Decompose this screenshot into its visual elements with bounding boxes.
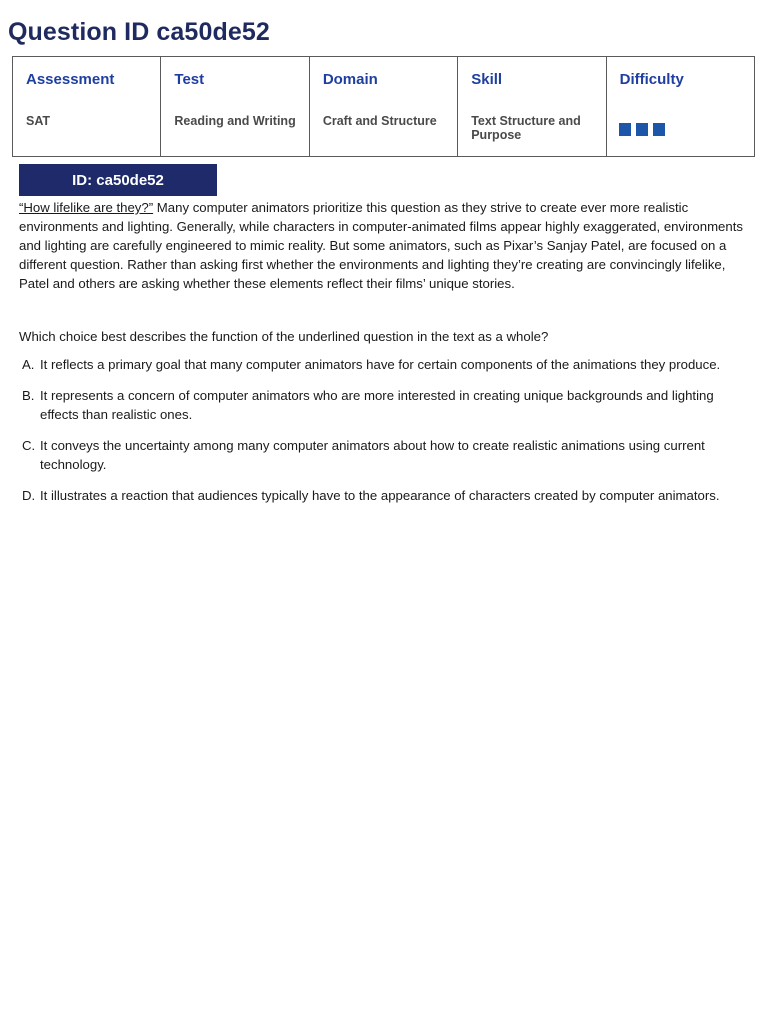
passage-body: Many computer animators prioritize this question as they strive to create ever more realistic environments and lighting. Generally, while characters in computer-animated films appear highly exaggerated, environments and lighting are carefully engineered to mimic reality. But some animators, such as Pixar’s Sanjay Patel, are focused on a different question. Rather than asking first whether the environments and lighting they’re creating are convincingly lifelike, Patel and others are asking whether these elements reflect their films’ unique stories. [19, 200, 743, 291]
choice-c[interactable] [19, 436, 739, 474]
difficulty-block [636, 123, 648, 136]
choice-letter: D. [22, 488, 36, 503]
meta-value-skill: Text Structure and Purpose [471, 114, 581, 142]
underlined-question: “How lifelike are they?” [19, 200, 154, 215]
difficulty-block [619, 123, 631, 136]
choice-letter: C. [22, 438, 36, 453]
answer-choices [19, 355, 739, 517]
choice-text: It conveys the uncertainty among many computer animators about how to create realistic animations using current technology. [40, 438, 705, 472]
meta-header-difficulty: Difficulty [619, 71, 684, 88]
choice-text: It reflects a primary goal that many computer animators have for certain components of the animations they produce. [40, 357, 721, 372]
choice-d[interactable] [19, 486, 739, 505]
difficulty-block [653, 123, 665, 136]
meta-value-domain: Craft and Structure [322, 114, 437, 128]
meta-header-domain: Domain [322, 71, 378, 88]
difficulty-indicator [619, 123, 665, 136]
meta-col-assessment [13, 57, 161, 156]
question-id-banner: ID: ca50de52 [19, 164, 217, 196]
choice-letter: B. [22, 388, 35, 403]
question-prompt: Which choice best describes the function of the underlined question in the text as a whole? [19, 329, 549, 344]
meta-col-test [161, 57, 309, 156]
choice-text: It represents a concern of computer animators who are more interested in creating unique backgrounds and lighting effects than realistic ones. [40, 388, 714, 422]
meta-header-assessment: Assessment [26, 71, 115, 88]
page-title: Question ID ca50de52 [8, 18, 270, 46]
meta-value-assessment: SAT [26, 114, 51, 128]
choice-b[interactable] [19, 386, 739, 424]
choice-letter: A. [22, 357, 35, 372]
meta-col-difficulty [607, 57, 754, 156]
meta-header-test: Test [174, 71, 205, 88]
meta-value-test: Reading and Writing [174, 114, 296, 128]
choice-a[interactable] [19, 355, 739, 374]
choice-text: It illustrates a reaction that audiences typically have to the appearance of characters created by computer animators. [40, 488, 720, 503]
passage-text [19, 198, 749, 293]
meta-col-domain [310, 57, 458, 156]
meta-header-skill: Skill [471, 71, 503, 88]
meta-col-skill [458, 57, 606, 156]
question-metadata-table [12, 56, 755, 157]
